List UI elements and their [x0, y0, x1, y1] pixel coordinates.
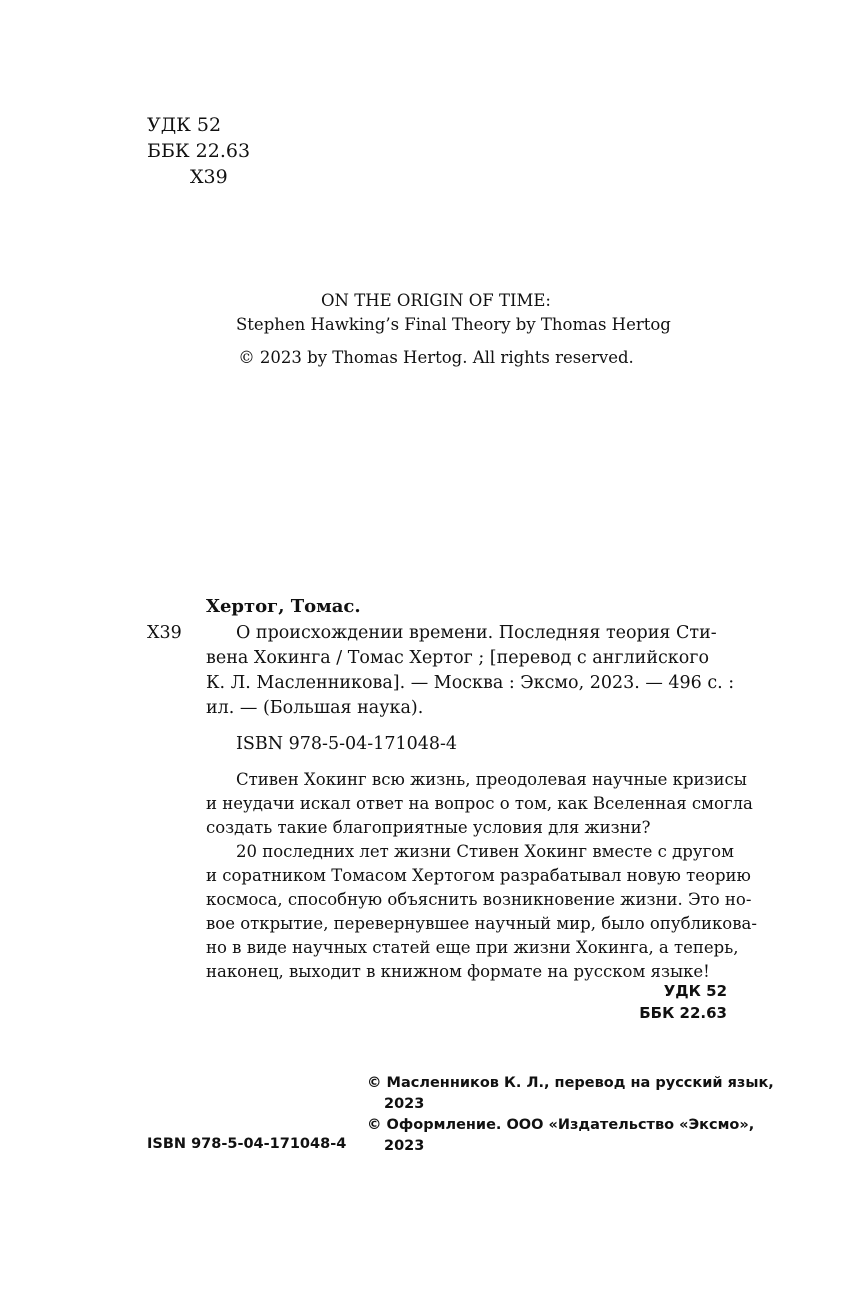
original-subtitle: Stephen Hawking’s Final Theory by Thomas Hertog	[236, 315, 671, 334]
record-author: Хертог, Томас.	[206, 596, 361, 617]
record-line: ил. — (Большая наука).	[206, 698, 424, 718]
original-title: ON THE ORIGIN OF TIME:	[321, 291, 551, 310]
udk-code: УДК 52	[147, 114, 222, 136]
author-mark: Х39	[190, 166, 228, 188]
bottom-udk-code: УДК 52	[663, 982, 727, 1000]
record-isbn: ISBN 978-5-04-171048-4	[236, 734, 458, 754]
annotation-line: наконец, выходит в книжном формате на русском языке!	[206, 962, 710, 981]
footer-isbn: ISBN 978-5-04-171048-4	[147, 1136, 347, 1152]
original-copyright: © 2023 by Thomas Hertog. All rights reserved.	[238, 348, 634, 367]
copyright-design: © Оформление. ООО «Издательство «Эксмо»,	[367, 1117, 755, 1133]
bbk-code: ББК 22.63	[147, 140, 251, 162]
annotation-line: и соратником Томасом Хертогом разрабатывал новую теорию	[206, 866, 751, 885]
copyright-translation: © Масленников К. Л., перевод на русский язык,	[367, 1075, 774, 1091]
record-line: О происхождении времени. Последняя теория Сти-	[236, 623, 717, 643]
annotation-line: космоса, способную объяснить возникновение жизни. Это но-	[206, 890, 752, 909]
bottom-bbk-code: ББК 22.63	[639, 1004, 727, 1022]
record-line: вена Хокинга / Томас Хертог ; [перевод с английского	[206, 648, 709, 668]
copyright-design-year: 2023	[384, 1138, 425, 1154]
record-line: К. Л. Масленникова]. — Москва : Эксмо, 2023. — 496 с. :	[206, 673, 735, 693]
record-code: Х39	[147, 623, 182, 643]
annotation-line: вое открытие, перевернувшее научный мир, было опубликова-	[206, 914, 757, 933]
copyright-translation-year: 2023	[384, 1096, 425, 1112]
annotation-line: 20 последних лет жизни Стивен Хокинг вместе с другом	[236, 842, 734, 861]
annotation-line: но в виде научных статей еще при жизни Хокинга, а теперь,	[206, 938, 739, 957]
annotation-line: создать такие благоприятные условия для жизни?	[206, 818, 651, 837]
annotation-line: и неудачи искал ответ на вопрос о том, как Вселенная смогла	[206, 794, 753, 813]
annotation-line: Стивен Хокинг всю жизнь, преодолевая научные кризисы	[236, 770, 747, 789]
